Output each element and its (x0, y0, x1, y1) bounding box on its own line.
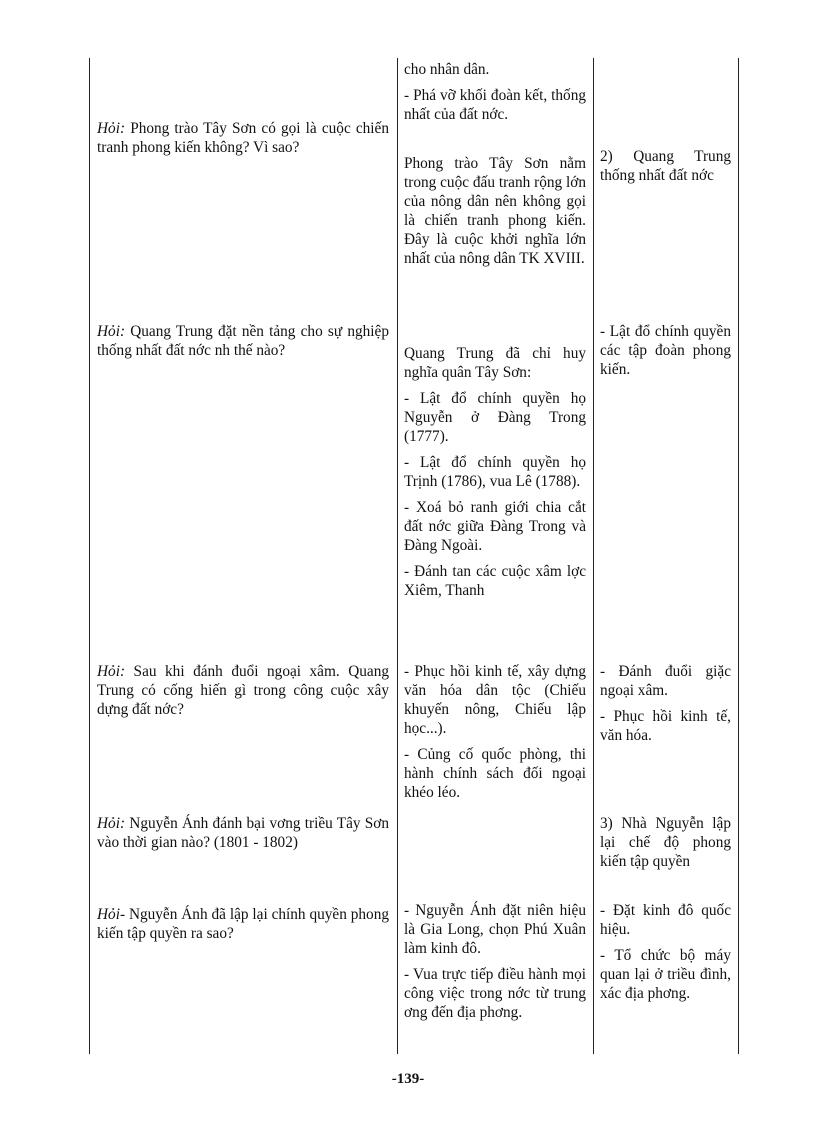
answer-line: cho nhân dân. (404, 61, 490, 78)
answer-line: - Nguyễn Ánh đặt niên hiệu là Gia Long, chọn Phú Xuân làm kinh đô. (404, 902, 586, 957)
question-2 (97, 322, 389, 360)
page-number: -139- (391, 1071, 425, 1087)
summary-1 (600, 147, 731, 185)
answer-line: - Xoá bỏ ranh giới chia cắt đất nớc giữa Đàng Trong và Đàng Ngoài. (404, 499, 586, 554)
summary-line: - Đánh đuổi giặc ngoại xâm. (600, 663, 731, 699)
summary-line: 3) Nhà Nguyễn lập lại chế độ phong kiến tập quyền (600, 815, 731, 870)
answer-5 (404, 901, 586, 1022)
summary-3 (600, 662, 731, 745)
question-3 (97, 662, 389, 719)
summary-line: - Đặt kinh đô quốc hiệu. (600, 902, 731, 938)
question-text: Sau khi đánh đuổi ngoại xâm. Quang Trung có cống hiến gì trong công cuộc xây dựng đất nớc? (97, 663, 389, 718)
summary-line: 2) Quang Trung thống nhất đất nớc (600, 148, 731, 184)
table-border-left (89, 58, 90, 1054)
answer-3 (404, 344, 586, 600)
answer-line: - Phá vỡ khối đoàn kết, thống nhất của đất nớc. (404, 87, 586, 123)
summary-4 (600, 814, 731, 871)
summary-line: - Lật đổ chính quyền các tập đoàn phong kiến. (600, 323, 731, 378)
question-label: Hỏi: (97, 815, 126, 832)
question-4 (97, 814, 389, 852)
question-1 (97, 119, 389, 157)
question-text: Quang Trung đặt nền tảng cho sự nghiệp thống nhất đất nớc nh thế nào? (97, 323, 389, 359)
answer-line: - Lật đổ chính quyền họ Nguyễn ở Đàng Trong (1777). (404, 390, 586, 445)
question-text: Phong trào Tây Sơn có gọi là cuộc chiến tranh phong kiến không? Vì sao? (97, 120, 389, 156)
question-label: Hỏi- (97, 906, 126, 923)
table-border-right (738, 58, 739, 1054)
question-text: Nguyễn Ánh đã lập lại chính quyền phong kiến tập quyền ra sao? (97, 906, 389, 942)
table-border-col3 (593, 58, 594, 1054)
answer-line: - Vua trực tiếp điều hành mọi công việc trong nớc từ trung ơng đến địa phơng. (404, 966, 586, 1021)
question-5 (97, 905, 389, 943)
answer-line: Quang Trung đã chỉ huy nghĩa quân Tây Sơn: (404, 345, 586, 381)
question-label: Hỏi: (97, 663, 126, 680)
question-text: Nguyễn Ánh đánh bại vơng triều Tây Sơn vào thời gian nào? (1801 - 1802) (97, 815, 389, 851)
summary-line: - Phục hồi kinh tế, văn hóa. (600, 708, 731, 744)
answer-2 (404, 154, 586, 268)
answer-line: Phong trào Tây Sơn nằm trong cuộc đấu tranh rộng lớn của nông dân nên không gọi là chiến tranh phong kiến. Đây là cuộc khởi nghĩa lớn nhất của nông dân TK XVIII. (404, 155, 586, 267)
answer-4 (404, 662, 586, 802)
summary-line: - Tổ chức bộ máy quan lại ở triều đình, xác địa phơng. (600, 947, 731, 1002)
answer-line: - Phục hồi kinh tế, xây dựng văn hóa dân tộc (Chiếu khuyến nông, Chiếu lập học...). (404, 663, 586, 737)
summary-2 (600, 322, 731, 379)
answer-line: - Đánh tan các cuộc xâm lợc Xiêm, Thanh (404, 563, 586, 599)
answer-1 (404, 60, 586, 124)
table-border-col2 (397, 58, 398, 1054)
answer-line: - Củng cố quốc phòng, thi hành chính sách đối ngoại khéo léo. (404, 746, 586, 801)
question-label: Hỏi: (97, 323, 126, 340)
answer-line: - Lật đổ chính quyền họ Trịnh (1786), vua Lê (1788). (404, 454, 586, 490)
question-label: Hỏi: (97, 120, 126, 137)
summary-5 (600, 901, 731, 1003)
